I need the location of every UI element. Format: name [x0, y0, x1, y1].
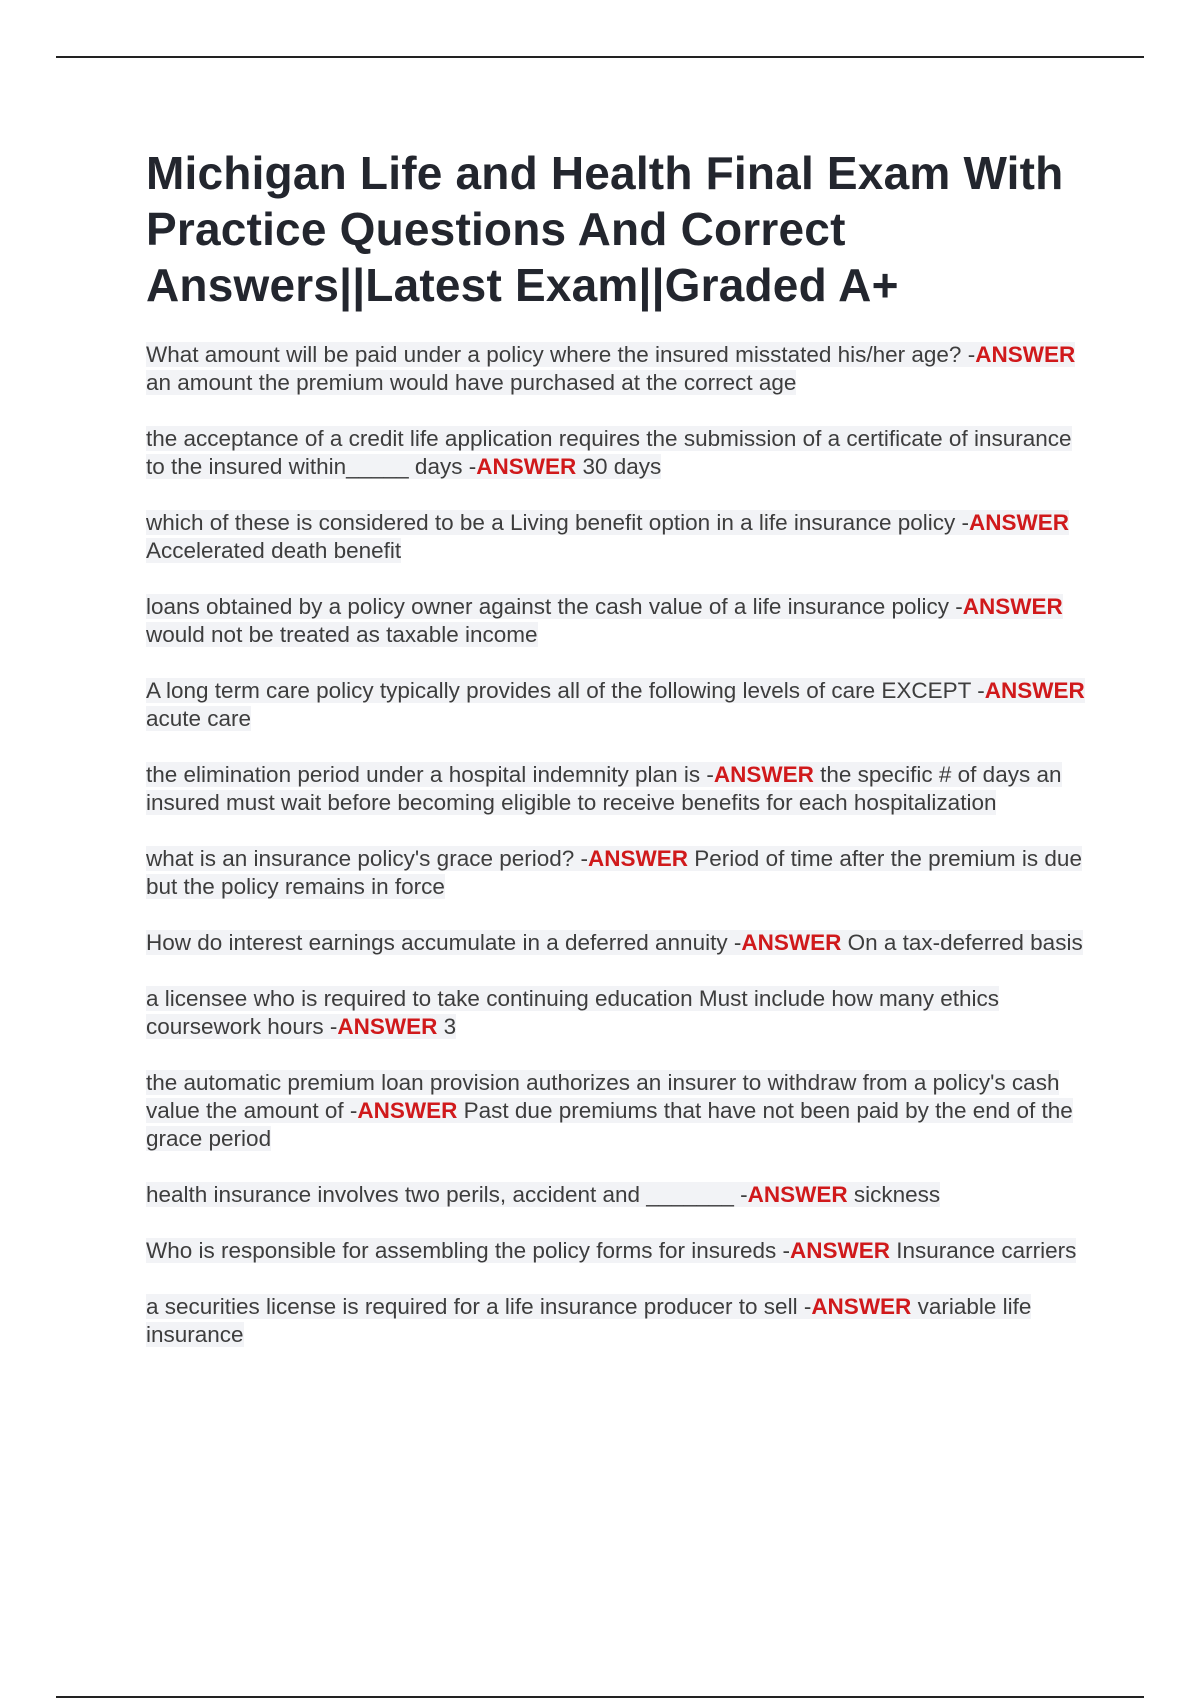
answer-label: ANSWER: [713, 762, 814, 787]
document-body: [146, 145, 1096, 1377]
qa-item: [146, 1293, 1096, 1349]
question-text: a licensee who is required to take continuing education Must include how many ethics coursework hours -: [146, 986, 999, 1039]
question-text: the automatic premium loan provision authorizes an insurer to withdraw from a policy's cash value the amount of -: [146, 1070, 1060, 1123]
question-text: the elimination period under a hospital indemnity plan is -: [146, 762, 714, 787]
qa-item: [146, 425, 1096, 481]
document-title: Michigan Life and Health Final Exam With Practice Questions And Correct Answers||Latest Exam||Graded A+: [146, 147, 1064, 311]
answer-text: the specific # of days an insured must wait before becoming eligible to receive benefits for each hospitalization: [146, 762, 1062, 815]
question-text: A long term care policy typically provides all of the following levels of care EXCEPT -: [146, 678, 985, 703]
question-text: a securities license is required for a life insurance producer to sell -: [146, 1294, 812, 1319]
qa-item: [146, 1069, 1096, 1153]
question-text: Who is responsible for assembling the policy forms for insureds -: [146, 1238, 791, 1263]
answer-label: ANSWER: [357, 1098, 458, 1123]
question-text: How do interest earnings accumulate in a deferred annuity -: [146, 930, 742, 955]
answer-text: acute care: [146, 706, 252, 731]
question-text: what is an insurance policy's grace period? -: [146, 846, 589, 871]
qa-item: [146, 1237, 1096, 1265]
bottom-divider: [56, 1696, 1144, 1698]
answer-text: On a tax-deferred basis: [841, 930, 1083, 955]
answer-label: ANSWER: [741, 930, 842, 955]
qa-item: [146, 509, 1096, 565]
answer-label: ANSWER: [984, 678, 1085, 703]
answer-label: ANSWER: [337, 1014, 438, 1039]
answer-label: ANSWER: [747, 1182, 848, 1207]
answer-text: Past due premiums that have not been paid by the end of the grace period: [146, 1098, 1073, 1151]
answer-label: ANSWER: [790, 1238, 891, 1263]
answer-label: ANSWER: [588, 846, 689, 871]
qa-item: [146, 761, 1096, 817]
question-text: loans obtained by a policy owner against the cash value of a life insurance policy -: [146, 594, 963, 619]
question-text: health insurance involves two perils, accident and _______ -: [146, 1182, 748, 1207]
answer-text: variable life insurance: [146, 1294, 1032, 1347]
answer-text: 3: [437, 1014, 457, 1039]
answer-label: ANSWER: [811, 1294, 912, 1319]
qa-item: [146, 1181, 1096, 1209]
top-divider: [56, 56, 1144, 58]
answer-text: 30 days: [576, 454, 662, 479]
qa-item: [146, 845, 1096, 901]
answer-text: Period of time after the premium is due but the policy remains in force: [146, 846, 1082, 899]
answer-text: Accelerated death benefit: [146, 538, 402, 563]
answer-text: Insurance carriers: [890, 1238, 1077, 1263]
answer-text: would not be treated as taxable income: [146, 622, 538, 647]
qa-list: [146, 341, 1096, 1349]
qa-item: [146, 677, 1096, 733]
qa-item: [146, 985, 1096, 1041]
question-text: the acceptance of a credit life application requires the submission of a certificate of insurance to the insured within_____ days -: [146, 426, 1072, 479]
question-text: which of these is considered to be a Living benefit option in a life insurance policy -: [146, 510, 969, 535]
question-text: What amount will be paid under a policy where the insured misstated his/her age? -: [146, 342, 976, 367]
answer-text: sickness: [847, 1182, 941, 1207]
qa-item: [146, 929, 1096, 957]
qa-item: [146, 341, 1096, 397]
answer-label: ANSWER: [969, 510, 1069, 535]
answer-label: ANSWER: [962, 594, 1063, 619]
answer-label: ANSWER: [975, 342, 1076, 367]
qa-item: [146, 593, 1096, 649]
answer-label: ANSWER: [476, 454, 577, 479]
answer-text: an amount the premium would have purchased at the correct age: [146, 370, 797, 395]
